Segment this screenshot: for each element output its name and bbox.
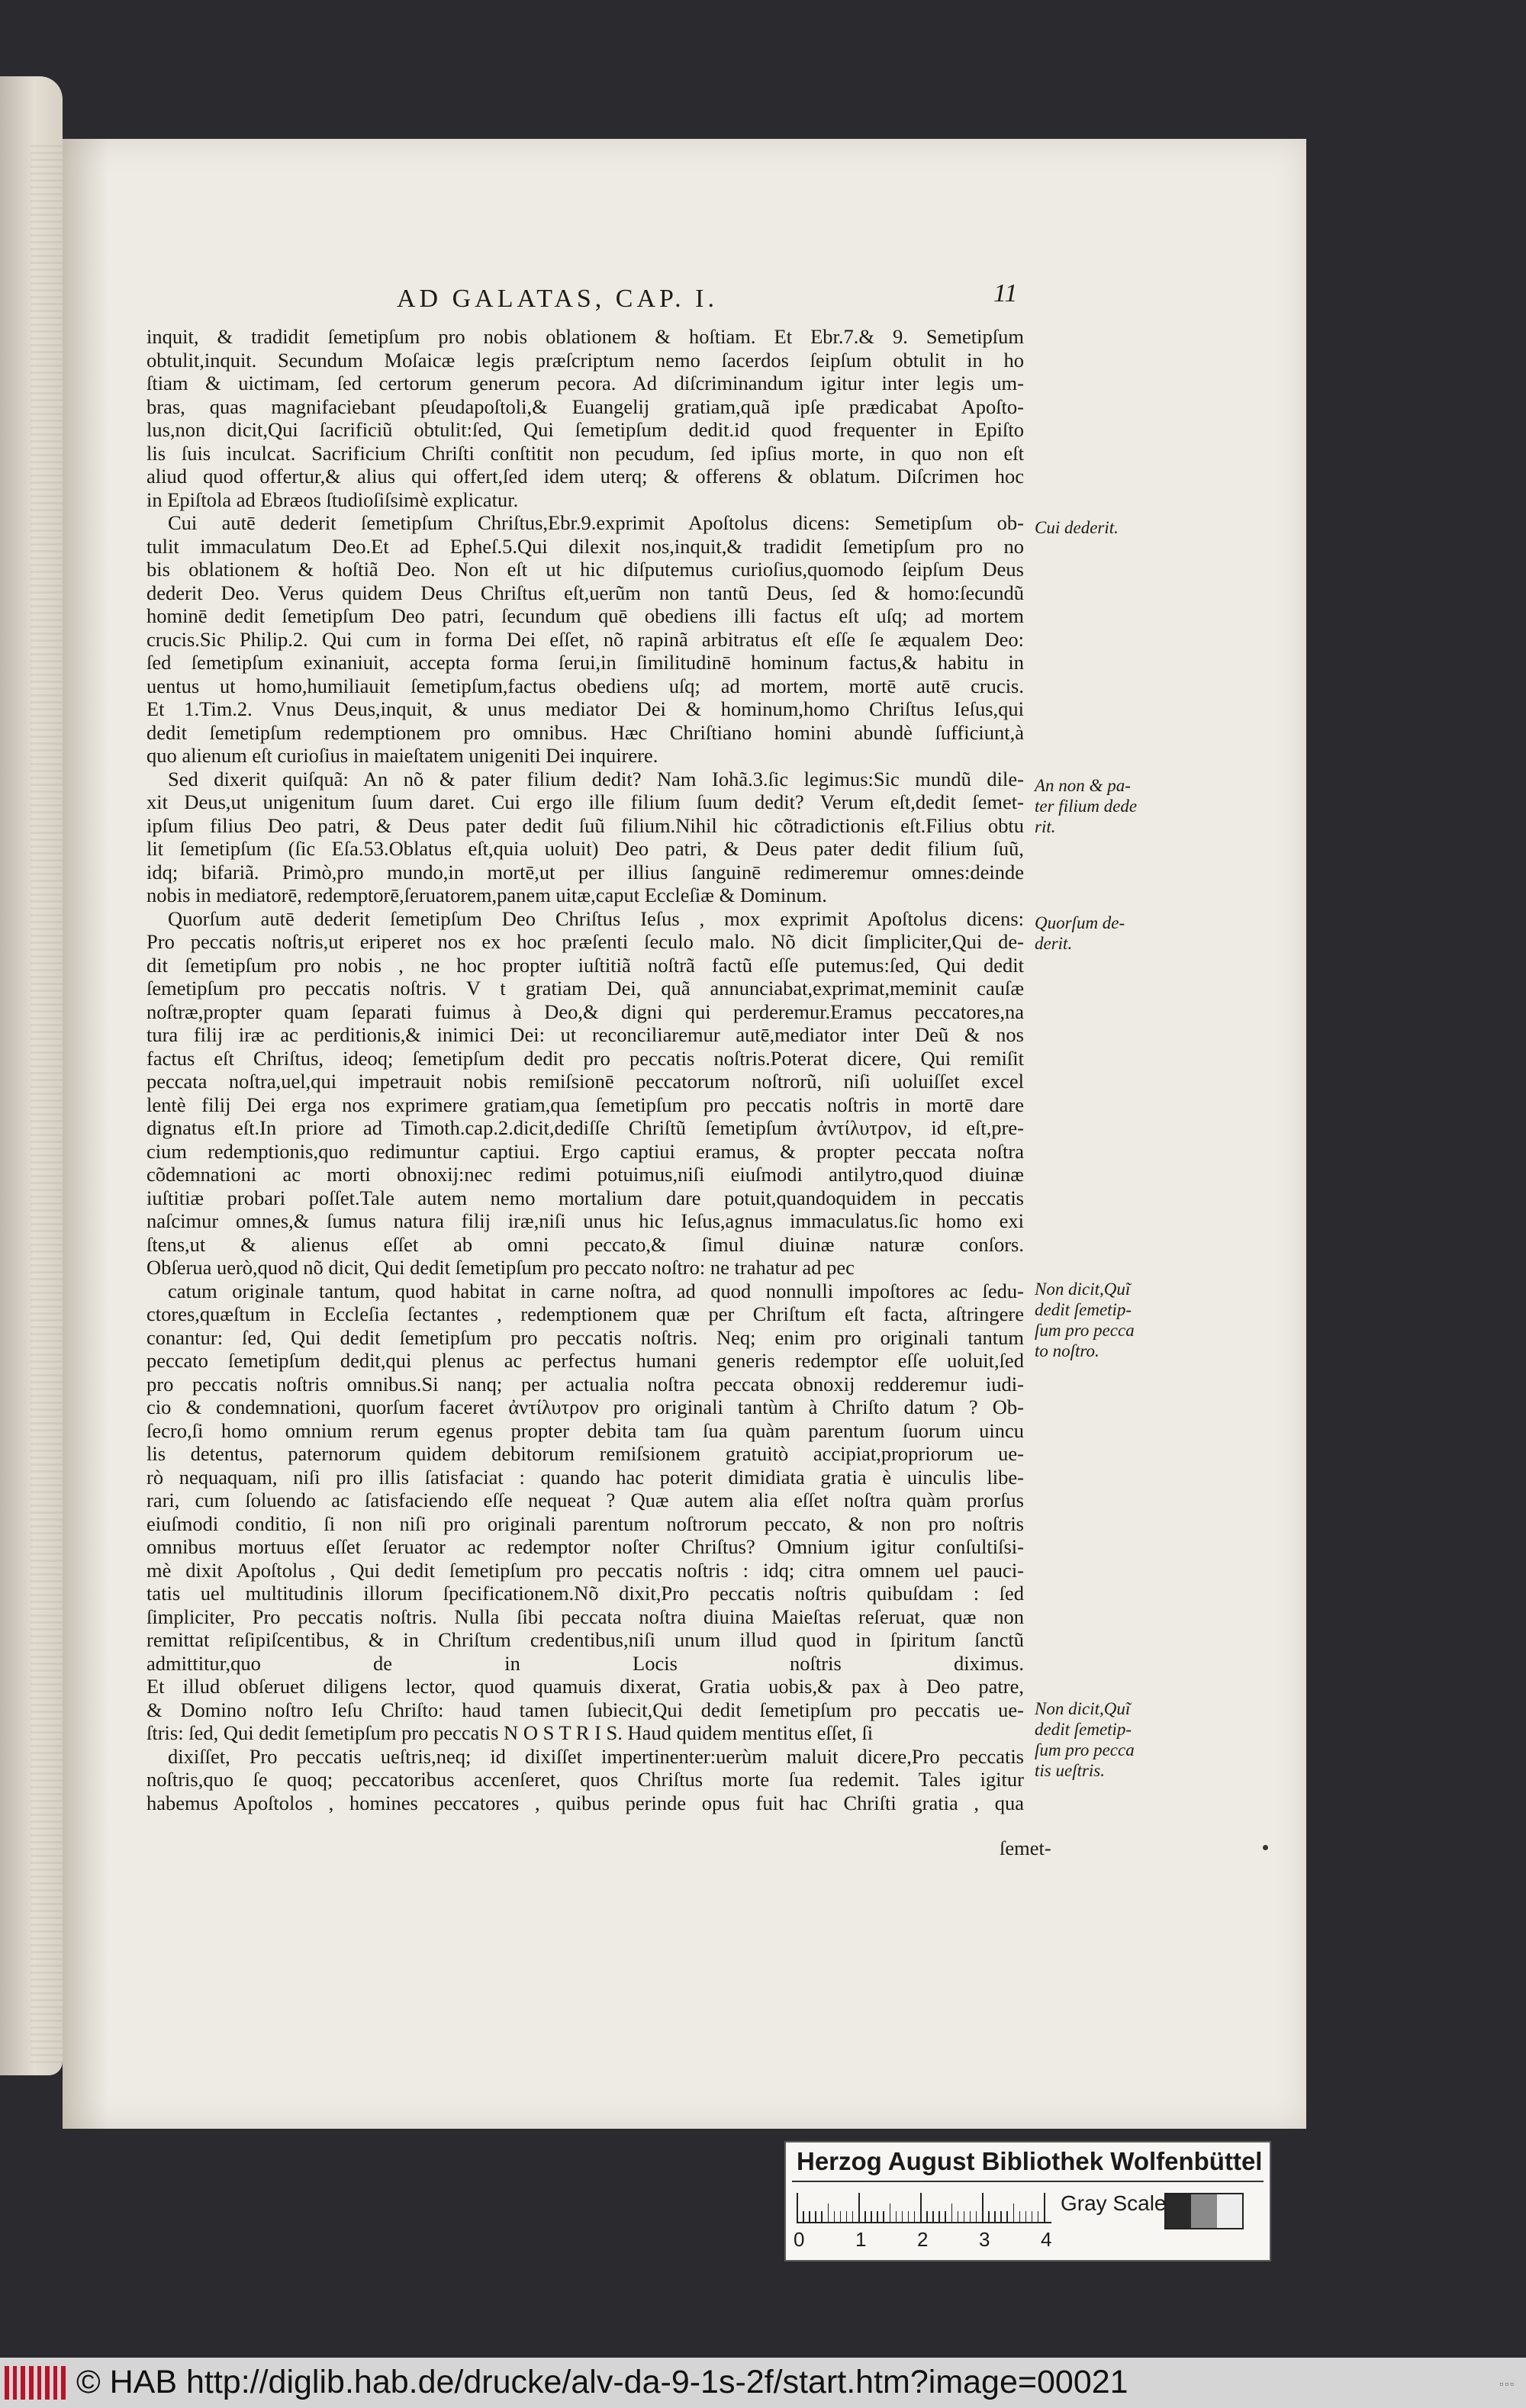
ruler-label-2: 2: [917, 2228, 929, 2251]
ruler-tick: [945, 2211, 946, 2223]
ruler-tick: [1044, 2193, 1045, 2223]
text-line: Et 1.Tim.2. Vnus Deus,inquit, & unus mediator Dei & hominum,homo Chriſtus Ieſus,qui: [146, 697, 1024, 720]
ruler-tick: [896, 2211, 897, 2223]
text-line: noſtræ,propter quam ſeparati fuimus à Deo,& digni qui perderemur.Eramus peccatores,na: [146, 1000, 1024, 1023]
text-line: mè dixit Apoſtolus , Qui dedit ſemetipſum pro peccatis noſtris : idq; citra omnem uel pauci-: [146, 1558, 1024, 1582]
ruler-tick: [982, 2193, 984, 2223]
marginal-note-line: An non & pa-: [1035, 776, 1131, 795]
marginal-note-line: Non dicit,Quĩ: [1035, 1280, 1131, 1299]
text-line: Sed dixerit quiſquã: An nõ & pater filium dedit? Nam Iohã.3.ſic legimus:Sic mundũ dile-: [168, 767, 1024, 790]
ruler-label-3: 3: [979, 2228, 990, 2251]
marginal-note-line: dedit ſemetip-: [1035, 1300, 1132, 1319]
text-line: lit ſemetipſum (ſic Eſa.53.Oblatus eſt,quia uoluit) Deo patri, & Deus pater dedit filium ſuũ,: [146, 837, 1024, 860]
ruler-tick: [890, 2204, 891, 2223]
adjacent-page-text-shadow: [31, 145, 63, 2068]
text-line: ctores,quæſtum in Eccleſia ſectantes , redemptionem quæ per Chriſtum eſt facta, aſtringere: [146, 1302, 1024, 1325]
text-line: dederit Deo. Verus quidem Deus Chriſtus eſt,uerũm non tantũ Deus, ſed & homo:ſecundũ: [146, 581, 1024, 604]
marginal-note-line: derit.: [1035, 934, 1073, 953]
ruler-tick: [1032, 2211, 1033, 2223]
text-line: cium redemptionis,quo redimuntur captiui. Ergo captiui eramus, & propter peccata noſtra: [146, 1139, 1024, 1163]
footer-url: © HAB http://diglib.hab.de/drucke/alv-da-9-1s-2f/start.htm?image=00021: [76, 2364, 1128, 2400]
text-line: dit ſemetipſum pro nobis , ne hoc propter iuſtitiã noſtrã factũ eſſe putemus:ſed, Qui dedit: [146, 953, 1024, 977]
text-line: tatis uel multitudinis illorum ſpecificationem.Nõ dixit,Pro peccatis noſtris quibuſdam : ſed: [146, 1582, 1024, 1605]
text-line: nobis in mediatorē, redemptorē,ſeruatorem,panem uitæ,caput Eccleſiæ & Dominum.: [146, 884, 827, 906]
ruler-tick: [883, 2211, 884, 2223]
ruler-tick: [871, 2211, 872, 2223]
footer-dots: ▫▫▫: [1499, 2377, 1515, 2390]
text-line: in Epiſtola ad Ebræos ſtudioſiſsimè explicatur.: [146, 488, 519, 511]
gray-swatch-mid: [1191, 2194, 1216, 2228]
marginal-note-line: ter filium dede: [1035, 797, 1138, 816]
ruler-tick: [938, 2211, 940, 2223]
ruler-tick: [902, 2211, 903, 2223]
page-gutter-shadow: [63, 139, 108, 2129]
ruler-tick: [815, 2211, 816, 2223]
text-line: omnibus mortuus eſſet ſeruator ac redemptor noſter Chriſtus? Omnium igitur conſultiſsi-: [146, 1535, 1024, 1558]
text-line: remittat reſipiſcentibus, & in Chriſtum credentibus,niſi unum illud quod in ſpiritum ſanctũ: [146, 1628, 1024, 1651]
text-line: cio & condemnationi, quorſum faceret ἀντίλυτρον pro originali tantùm à Chriſto datum ? Ob-: [146, 1396, 1024, 1418]
marginal-note: [1035, 913, 1164, 954]
ruler-label-0: 0: [794, 2228, 805, 2251]
text-line: catum originale tantum, quod habitat in carne noſtra, ad quod nonnulli impoſtores ac ſedu-: [168, 1279, 1024, 1302]
marginal-note-line: to noſtro.: [1035, 1341, 1099, 1360]
ruler-tick: [797, 2193, 798, 2223]
text-line: ſed ſemetipſum exinaniuit, accepta forma ſerui,in ſimilitudinē hominum factus,& habitu in: [146, 651, 1024, 674]
text-line: ſecro,ſi homo omnium rerum egenus propter debita tam ſua quàm parentum ſuorum uincu: [146, 1418, 1024, 1442]
hab-logo-icon: [5, 2366, 66, 2400]
gray-swatch-light: [1217, 2194, 1242, 2228]
text-line: noſtris,quo ſe quoq; peccatoribus accenſeret, quos Chriſtus morte ſua redemit. Tales igitur: [146, 1768, 1024, 1791]
marginal-note: [1035, 1279, 1164, 1361]
catchword: ſemet-: [1000, 1837, 1051, 1859]
text-line: habemus Apoſtolos , homines peccatores , quibus perinde opus fuit hac Chriſti gratia , qua: [146, 1791, 1024, 1814]
marginal-note-line: Non dicit,Quĩ: [1035, 1699, 1131, 1718]
ruler-tick: [914, 2211, 916, 2223]
text-line: lus,non dicit,Qui ſacrificiũ obtulit:ſed, Qui ſemetipſum dedit.id quod frequenter in Epiſto: [146, 418, 1024, 441]
text-line: eiuſmodi conditio, ſi non niſi pro originali parentum noſtrorum peccato, & non pro noſtris: [146, 1511, 1024, 1535]
text-line: quo alienum eſt curioſius in maieſtatem unigeniti Dei inquirere.: [146, 744, 658, 767]
ruler-tick: [858, 2193, 860, 2223]
marginal-note-line: tis ueſtris.: [1035, 1761, 1106, 1780]
text-line: lis detentus, paternorum quidem debitorum remiſsionem gratuitò accipiat,propriorum ue-: [146, 1442, 1024, 1465]
text-line: ſtens,ut & alienus eſſet ab omni peccato,& ſimul diuinæ naturæ conſors.: [146, 1232, 1024, 1256]
ruler-tick: [821, 2211, 823, 2223]
text-line: ſimpliciter, Pro peccatis noſtris. Nulla ſibi peccata noſtra diuina Maieſtas reſeruat, quæ non: [146, 1605, 1024, 1628]
footer-bar: [0, 2358, 1526, 2408]
marginal-note-line: dedit ſemetip-: [1035, 1720, 1132, 1739]
gray-swatch-dark: [1166, 2194, 1191, 2228]
gray-scale-swatches: [1164, 2193, 1244, 2229]
color-scale-card: [784, 2141, 1271, 2262]
ruler-tick: [951, 2204, 953, 2223]
text-line: iuſtitiæ probari poſſet.Tale autem nemo mortalium dare potuit,quandoquidem in peccatis: [146, 1186, 1024, 1209]
ruler-tick: [803, 2211, 804, 2223]
ruler-label-4: 4: [1041, 2228, 1052, 2251]
text-line: lis ſuis inculcat. Sacrificium Chriſti conſtitit non pecudum, ſed ipſius morte, in quo non eſt: [146, 441, 1024, 465]
text-line: peccato ſemetipſum dedit,qui plenus ac perfectus humani generis redemptor eſſe uoluit,ſed: [146, 1349, 1024, 1372]
ruler-tick: [877, 2211, 878, 2223]
ruler-tick: [958, 2211, 959, 2223]
text-line: hominē dedit ſemetipſum Deo patri, ſecundum quē obediens illi factus eſt uſq; ad mortem: [146, 604, 1024, 627]
main-text-block: [146, 325, 1024, 1814]
card-divider: [792, 2181, 1264, 2182]
ruler-tick: [976, 2211, 977, 2223]
text-line: cõdemnationi ac morti obnoxij:nec redimi potuimus,niſi eiuſmodi antilytro,quod diuinæ: [146, 1163, 1024, 1186]
marginal-note-line: rit.: [1035, 817, 1056, 836]
running-head: AD GALATAS, CAP. I.: [397, 285, 718, 313]
text-line: aliud quod offertur,& alius qui offert,ſed idem uterq; & offerens & oblatum. Diſcrimen hoc: [146, 465, 1024, 488]
text-line: tulit immaculatum Deo.Et ad Epheſ.5.Qui dilexit nos,inquit,& tradidit ſemetipſum pro no: [146, 534, 1024, 558]
gray-scale-label: Gray Scale: [1061, 2191, 1167, 2215]
text-line: ſemetipſum pro peccatis noſtris. V t gratiam Dei, quã annunciabat,exprimat,meminit cauſæ: [146, 977, 1024, 1000]
marginal-note: [1035, 1698, 1164, 1781]
text-line: & Domino noſtro Ieſu Chriſto: haud tamen ſubiecit,Qui dedit ſemetipſum pro peccatis ue-: [146, 1698, 1024, 1721]
ruler-tick: [864, 2211, 866, 2223]
ruler-tick: [828, 2204, 829, 2223]
text-line: dignatus eſt.In priore ad Timoth.cap.2.dicit,dediſſe Chriſtũ ſemetipſum ἀντίλυτρον, id eſt,pre-: [146, 1116, 1024, 1139]
ruler-tick: [1025, 2211, 1027, 2223]
text-line: crucis.Sic Philip.2. Qui cum in forma Dei eſſet, nõ rapinã arbitratus eſt eſſe ſe æqualem Deo:: [146, 627, 1024, 651]
marginal-note: [1035, 775, 1164, 837]
text-line: tura filij iræ ac perditionis,& inimici Dei: ut reconciliaremur autē,mediator inter Deũ & nos: [146, 1023, 1024, 1046]
ruler-tick: [846, 2211, 848, 2223]
marginal-note-line: ſum pro pecca: [1035, 1740, 1135, 1759]
ruler-tick: [964, 2211, 965, 2223]
ruler-tick: [932, 2211, 934, 2223]
text-line: pro peccatis noſtris omnibus.Si nanq; per actualia noſtra peccata obnoxij redderemur iudi-: [146, 1372, 1024, 1396]
text-line: Quorſum autē dederit ſemetipſum Deo Chriſtus Ieſus , mox exprimit Apoſtolus dicens:: [168, 906, 1024, 930]
ruler-tick: [834, 2211, 835, 2223]
ruler-tick: [1006, 2211, 1008, 2223]
ruler-tick: [809, 2211, 810, 2223]
text-line: uentus ut homo,humiliauit ſemetipſum,factus obediens uſq; ad mortem, mortē autē crucis.: [146, 674, 1024, 697]
marginal-note-line: Cui dederit.: [1035, 518, 1119, 537]
text-line: factus eſt Chriſtus, ideoq; ſemetipſum dedit pro peccatis noſtris.Poterat dicere, Qui remiſit: [146, 1046, 1024, 1070]
text-line: bras, quas magnifaciebant pſeudapoſtoli,& Euangelij gratiam,quã ipſe prædicabat Apoſto-: [146, 394, 1024, 418]
folio-number: 11: [993, 279, 1018, 307]
text-line: inquit, & tradidit ſemetipſum pro nobis oblationem & hoſtiam. Et Ebr.7.& 9. Semetipſum: [146, 325, 1024, 348]
text-line: admittitur,quo de in Locis noſtris diximus.: [146, 1651, 1024, 1675]
text-line: Obſerua uerò,quod nõ dicit, Qui dedit ſemetipſum pro peccato noſtro: ne trahatur ad pec: [146, 1256, 855, 1279]
marginal-note-line: ſum pro pecca: [1035, 1321, 1135, 1340]
text-line: Cui autē dederit ſemetipſum Chriſtus,Ebr.9.exprimit Apoſtolus dicens: Semetipſum ob-: [168, 511, 1024, 534]
text-line: ſtiam & uictimam, ſed certorum generum pecora. Ad diſcriminandum igitur inter legis um-: [146, 372, 1024, 394]
ruler-tick: [852, 2211, 854, 2223]
ruler-tick: [1000, 2211, 1002, 2223]
ink-mark: [1263, 1845, 1268, 1850]
text-line: bis oblationem & hoſtiã Deo. Non eſt ut hic diſputemus curioſius,quomodo ſeipſum Deus: [146, 558, 1024, 581]
text-line: conantur: ſed, Qui dedit ſemetipſum pro peccatis noſtris. Neq; enim pro originali tantum: [146, 1325, 1024, 1349]
marginal-note: [1035, 517, 1164, 538]
text-line: lentè filij Dei erga nos exprimere gratiam,qua ſemetipſum pro peccatis noſtris in mortē dare: [146, 1093, 1024, 1116]
text-line: idq; bifariã. Primò,pro mundo,in mortē,ut per illius ſanguinē redimeremur omnes:deinde: [146, 860, 1024, 884]
ruler-tick: [908, 2211, 909, 2223]
ruler-tick: [920, 2193, 922, 2223]
ruler-tick: [994, 2211, 996, 2223]
text-line: rari, cum ſoluendo ac ſatisfaciendo eſſe nequeat ? Quæ autem alia eſſet noſtra quàm prorſus: [146, 1489, 1024, 1511]
ruler-tick: [1013, 2204, 1015, 2223]
text-line: ipſum filius Deo patri, & Deus pater dedit ſuũ filium.Nihil hic cõtradictionis eſt.Filius obtu: [146, 813, 1024, 837]
text-line: peccata noſtra,uel,qui impetrauit nobis remiſsionē peccatorum noſtrorũ, niſi uoluiſſet excel: [146, 1070, 1024, 1093]
ruler-tick: [970, 2211, 971, 2223]
size-ruler: [797, 2193, 1051, 2223]
text-line: Pro peccatis noſtris,ut eriperet nos ex hoc præſenti ſeculo malo. Nõ dicit ſimpliciter,Qui de-: [146, 930, 1024, 953]
library-name: Herzog August Bibliothek Wolfenbüttel: [797, 2147, 1263, 2175]
text-line: Et illud obſeruet diligens lector, quod quamuis dixerat, Gratia uobis,& pax à Deo patre,: [146, 1675, 1024, 1698]
ruler-tick: [1038, 2211, 1039, 2223]
text-line: ſtris: ſed, Qui dedit ſemetipſum pro peccatis N O S T R I S. Haud quidem mentitus eſſet, ſi: [146, 1721, 874, 1744]
text-line: obtulit,inquit. Secundum Moſaicæ legis præſcriptum nemo ſacerdos ſeipſum obtulit in ho: [146, 348, 1024, 372]
ruler-label-1: 1: [855, 2228, 867, 2251]
ruler-tick: [1019, 2211, 1021, 2223]
text-line: dixiſſet, Pro peccatis ueſtris,neq; id dixiſſet impertinenter:uerùm maluit dicere,Pro peccatis: [168, 1744, 1024, 1768]
ruler-tick: [926, 2211, 928, 2223]
text-line: xit Deus,ut unigenitum ſuum daret. Cui ergo ille filium ſuum dedit? Verum eſt,dedit ſemet-: [146, 790, 1024, 813]
ruler-tick: [840, 2211, 842, 2223]
ruler-tick: [988, 2211, 990, 2223]
marginal-note-line: Quorſum de-: [1035, 913, 1125, 932]
text-line: naſcimur omnes,& ſumus natura filij iræ,niſi unus hic Ieſus,agnus immaculatus.ſic homo exi: [146, 1209, 1024, 1232]
text-line: dedit ſemetipſum redemptionem pro omnibus. Hæc Chriſtiano homini abundè ſufficiunt,à: [146, 720, 1024, 744]
text-line: rò nequaquam, niſi pro illis ſatisfaciat : quando hac poterit dimidiata gratia è uinculis libe-: [146, 1465, 1024, 1489]
